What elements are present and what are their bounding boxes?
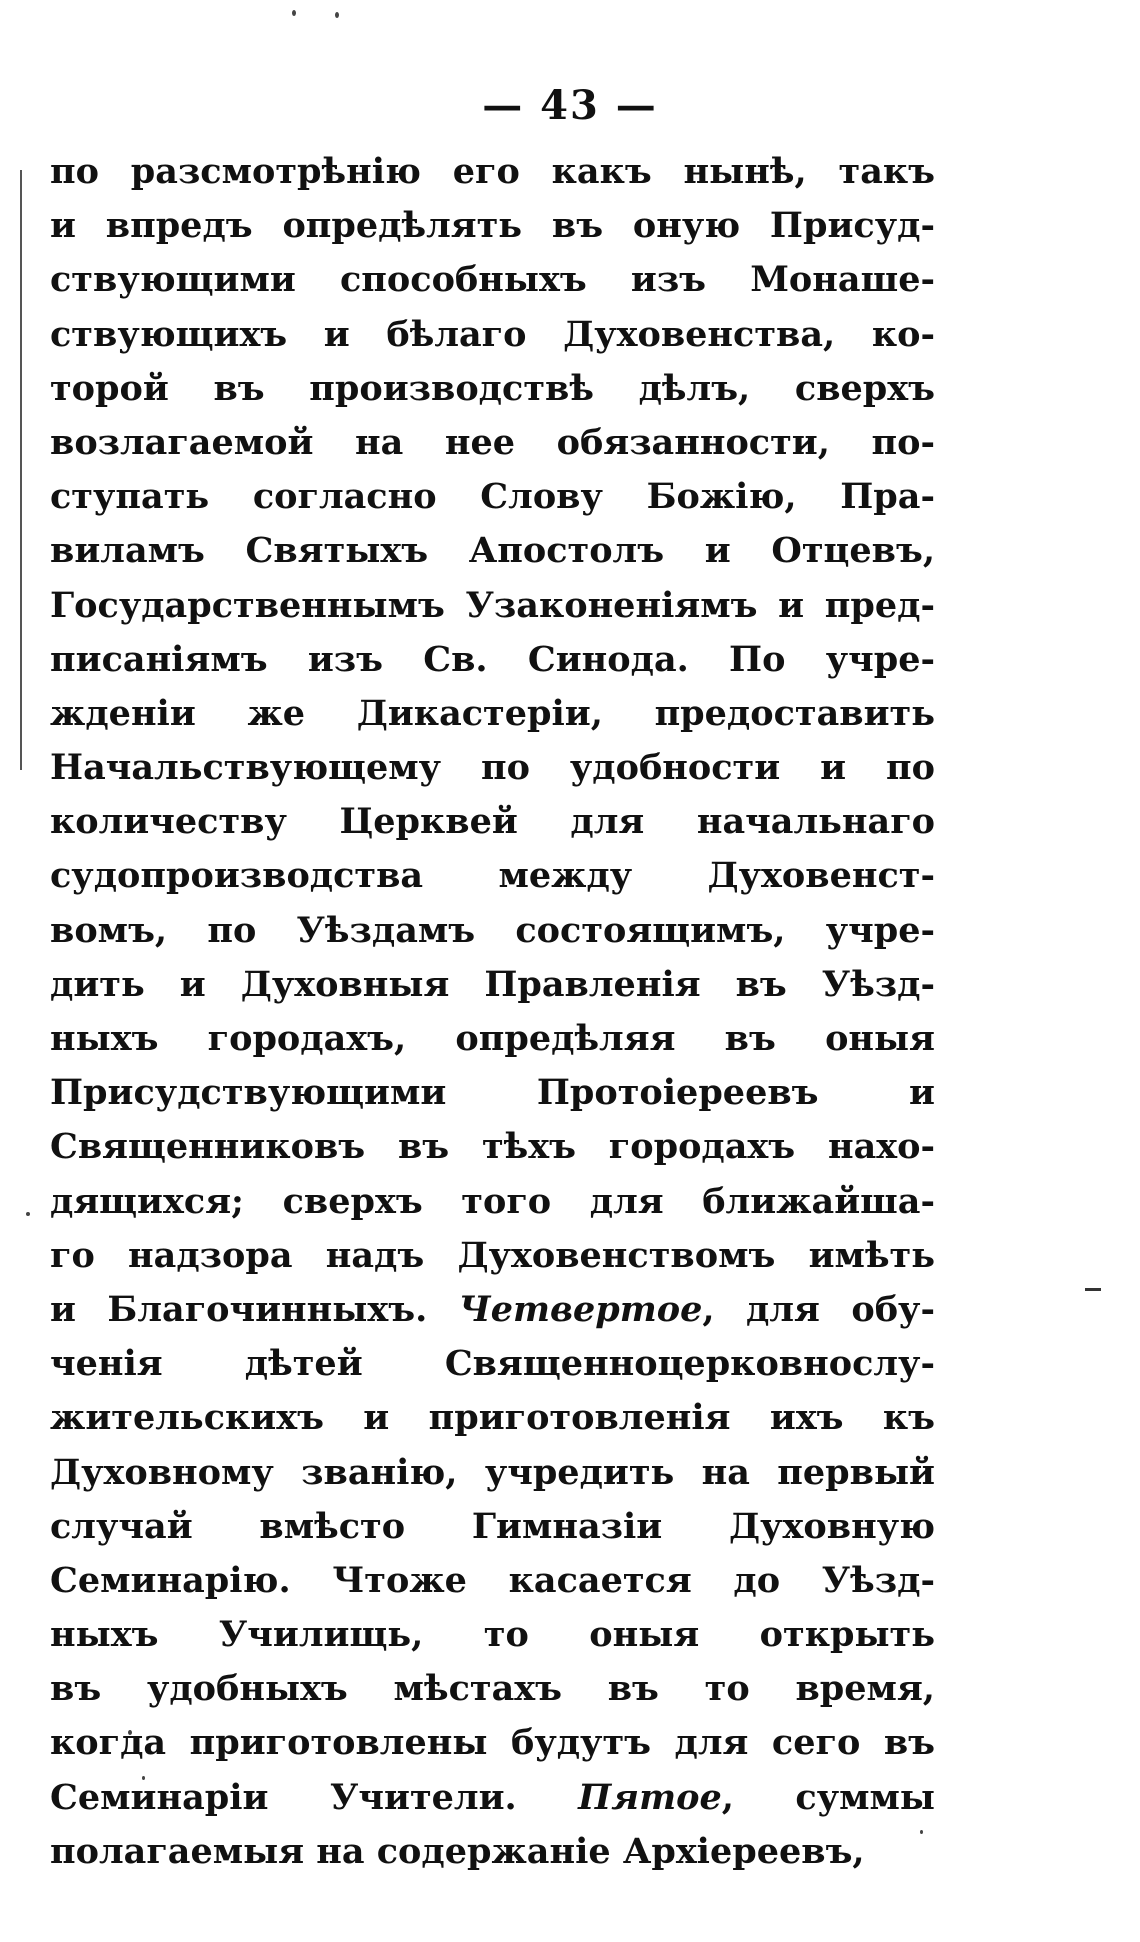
text-segment: въ удобныхъ мѣстахъ въ то время, [50,1668,935,1710]
text-line [50,362,935,416]
text-line [50,904,935,958]
text-line [50,1391,935,1445]
text-segment: торой въ производствѣ дѣлъ, сверхъ [50,367,935,409]
text-segment: виламъ Святыхъ Апостолъ и Отцевъ, [50,530,935,572]
text-segment: писаніямъ изъ Св. Синода. По учре- [50,638,935,680]
text-segment: Семинарію. Чтоже касается до Уѣзд- [50,1559,935,1601]
text-line [50,795,935,849]
text-line [50,579,935,633]
text-line [50,1771,935,1825]
text-segment: жденіи же Дикастеріи, предоставить [50,692,935,734]
text-segment: возлагаемой на нее обязанности, по- [50,421,935,463]
text-segment: Начальствующему по удобности и по [50,747,935,789]
text-line [50,253,935,307]
text-line [50,687,935,741]
text-segment: ныхъ Училищь, то оныя открыть [50,1614,935,1656]
text-segment: когда приготовлены будутъ для сего въ [50,1722,935,1764]
text-segment: ступать согласно Слову Божію, Пра- [50,476,935,518]
text-segment: Присудствующими Протоіереевъ и [50,1072,935,1114]
text-segment: полагаемыя на содержаніе Архіереевъ, [50,1830,865,1872]
text-segment: и впредъ опредѣлять въ оную Присуд- [50,205,935,247]
text-line [50,633,935,687]
text-line [50,1012,935,1066]
text-line [50,416,935,470]
text-segment: ченія дѣтей Священноцерковнослу- [50,1343,935,1385]
text-segment: по разсмотрѣнію его какъ нынѣ, такъ [50,151,935,192]
scan-speck [292,10,296,16]
text-line [50,199,935,253]
text-line [50,741,935,795]
text-line [50,1066,935,1120]
text-line [50,1825,935,1879]
text-segment: и Благочинныхъ. [50,1288,459,1330]
text-line [50,1120,935,1174]
text-segment: ныхъ городахъ, опредѣляя въ оныя [50,1018,935,1059]
text-line [50,1175,935,1229]
italic-text: Четвертое [458,1288,703,1330]
left-margin-rule [20,170,22,770]
text-line [50,1554,935,1608]
body-text [50,145,935,1879]
italic-text: Пятое [578,1776,722,1818]
text-segment: Семинаріи Учители. [50,1776,579,1818]
text-line [50,1229,935,1283]
text-line [50,1500,935,1554]
text-line [50,1716,935,1770]
text-line [50,1662,935,1716]
scan-speck [26,1212,30,1216]
text-line [50,1608,935,1662]
text-line [50,145,935,199]
text-segment: случай вмѣсто Гимназіи Духовную [50,1505,935,1547]
text-segment: го надзора надъ Духовенствомъ имѣть [50,1234,935,1276]
text-segment: жительскихъ и приготовленія ихъ къ [50,1397,935,1439]
text-segment: количеству Церквей для начальнаго [50,801,935,843]
text-segment: Государственнымъ Узаконеніямъ и пред- [50,584,935,626]
text-line [50,849,935,903]
text-segment: , для обу- [702,1288,935,1330]
text-segment: , суммы [721,1776,935,1818]
text-line [50,524,935,578]
text-segment: Священниковъ въ тѣхъ городахъ нахо- [50,1126,935,1168]
scan-mark [1085,1288,1101,1291]
text-segment: дить и Духовныя Правленія въ Уѣзд- [50,963,935,1005]
text-line [50,1446,935,1500]
text-segment: Духовному званію, учредить на первый [50,1451,935,1493]
text-segment: ствующихъ и бѣлаго Духовенства, ко- [50,313,935,355]
scan-speck [335,12,339,18]
text-line [50,958,935,1012]
text-line [50,1283,935,1337]
text-segment: дящихся; сверхъ того для ближайша- [50,1180,935,1222]
text-line [50,308,935,362]
page-number: — 43 — [482,82,658,129]
text-segment: вомъ, по Уѣздамъ состоящимъ, учре- [50,909,935,951]
text-line [50,1337,935,1391]
text-segment: судопроизводства между Духовенст- [50,855,935,897]
text-line [50,470,935,524]
text-segment: ствующими способныхъ изъ Монаше- [50,259,935,301]
